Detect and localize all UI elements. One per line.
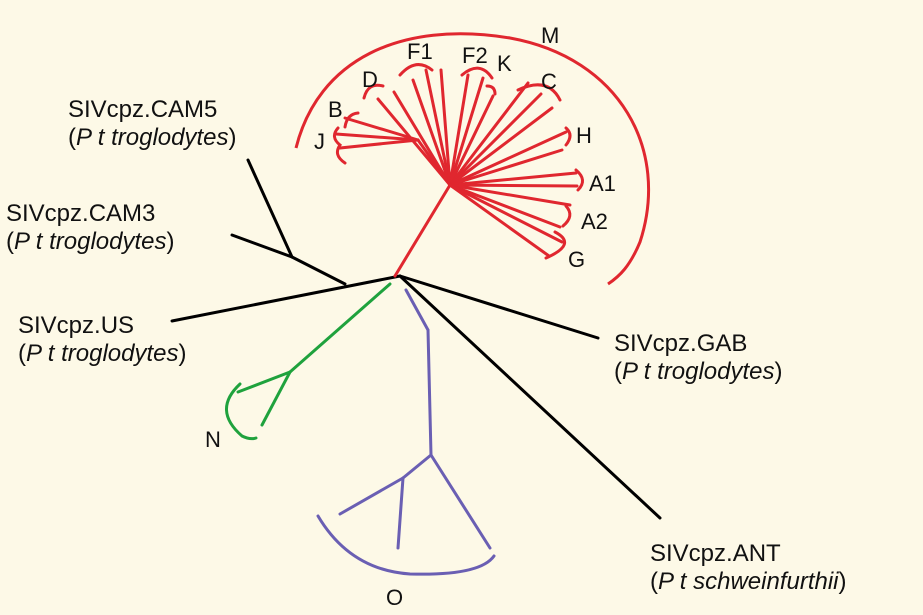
taxon-label-cam3 (6, 200, 175, 256)
taxon-label-us (18, 312, 187, 368)
host-species: (P t troglodytes) (68, 124, 237, 151)
taxon-label-gab (614, 330, 783, 386)
host-species: (P t troglodytes) (18, 340, 187, 367)
host-species: (P t troglodytes) (614, 358, 783, 385)
group-label-n: N (205, 427, 221, 452)
branch-gab (400, 276, 598, 338)
taxon-label-cam5 (68, 96, 237, 152)
taxon-name: SIVcpz.US (18, 312, 135, 339)
subtype-label-h: H (576, 123, 592, 148)
group-m-arc (296, 34, 649, 284)
taxon-name: SIVcpz.CAM3 (6, 200, 156, 227)
host-species: (P t troglodytes) (6, 228, 175, 255)
branch-us (172, 276, 400, 321)
subtype-label-k: K (497, 51, 512, 76)
taxon-name: SIVcpz.GAB (614, 330, 748, 357)
subtype-label-a2: A2 (581, 209, 608, 234)
group-n-tree (226, 284, 390, 439)
group-label-m: M (541, 23, 560, 48)
taxon-label-ant (650, 540, 847, 596)
group-m-tree (336, 67, 577, 276)
group-label-o: O (386, 585, 404, 610)
subtype-label-d: D (362, 67, 378, 92)
subtype-label-a1: A1 (589, 171, 616, 196)
subtype-label-c: C (541, 69, 557, 94)
subtype-label-f2: F2 (462, 43, 488, 68)
group-o-tree (318, 290, 494, 574)
taxon-name: SIVcpz.CAM5 (68, 96, 218, 123)
subtype-label-b: B (328, 97, 343, 122)
host-species: (P t schweinfurthii) (650, 568, 847, 595)
branch-cam-node (292, 257, 345, 284)
subtype-label-j: J (314, 129, 325, 154)
branch-ant (400, 276, 660, 518)
taxon-name: SIVcpz.ANT (650, 540, 781, 567)
subtype-label-g: G (568, 247, 586, 272)
subtype-label-f1: F1 (407, 39, 433, 64)
